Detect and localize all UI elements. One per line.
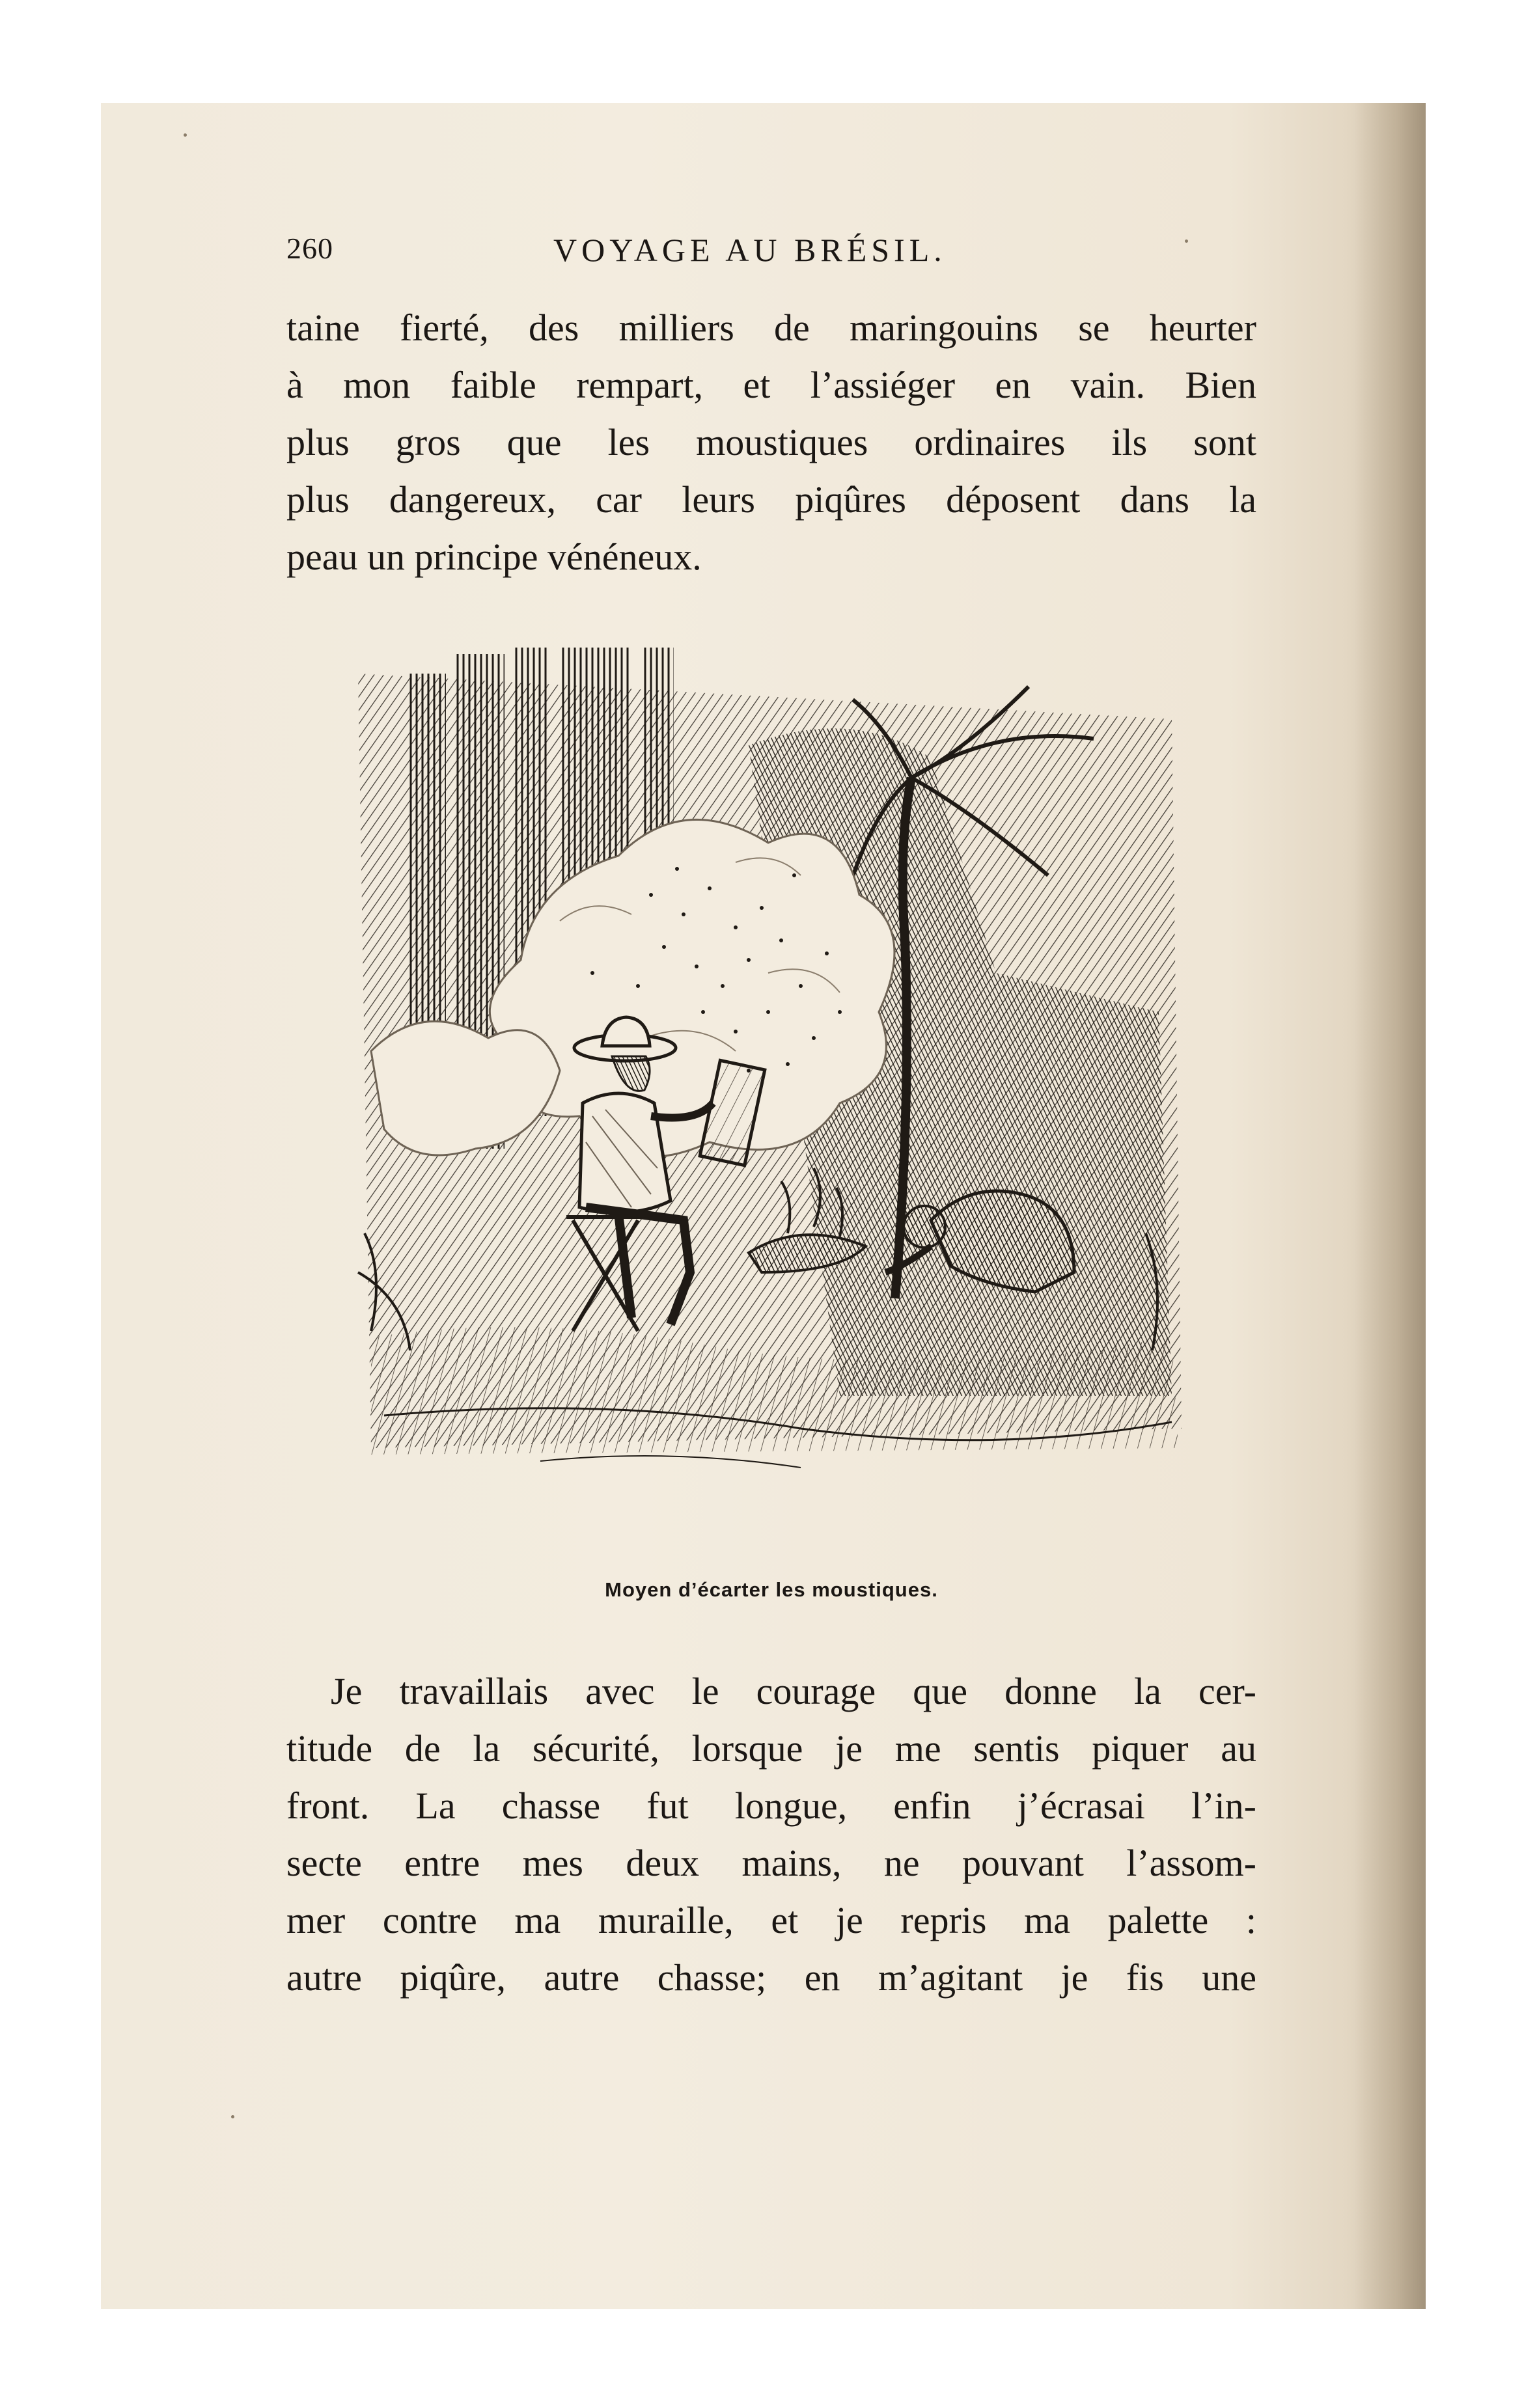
text-line: front. La chasse fut longue, enfin j’écrasai l’in-: [286, 1785, 1256, 1827]
paper-speck: [184, 133, 187, 137]
helper-head: [904, 1206, 945, 1248]
binding-shadow: [1354, 103, 1426, 2309]
text-line: titude de la sécurité, lorsque je me sentis piquer au: [286, 1727, 1256, 1770]
book-title: VOYAGE AU BRÉSIL.: [553, 232, 947, 268]
running-head: [286, 231, 1256, 283]
figure-caption: Moyen d’écarter les moustiques.: [605, 1578, 938, 1601]
text-line: Je travaillais avec le courage que donne la cer-: [331, 1670, 1256, 1712]
engraving-illustration: [345, 648, 1188, 1536]
text-line: plus dangereux, car leurs piqûres déposent dans la: [286, 478, 1256, 521]
text-line: peau un principe vénéneux.: [286, 536, 702, 578]
paper-speck: [231, 2115, 234, 2118]
text-line: secte entre mes deux mains, ne pouvant l’assom-: [286, 1842, 1256, 1884]
text-line: autre piqûre, autre chasse; en m’agitant je fis une: [286, 1956, 1256, 1999]
paragraph-1: [286, 299, 1256, 586]
text-line: mer contre ma muraille, et je repris ma palette :: [286, 1899, 1256, 1941]
ground-line: [540, 1456, 801, 1468]
text-line: plus gros que les moustiques ordinaires ils sont: [286, 421, 1256, 463]
text-line: à mon faible rempart, et l’assiéger en vain. Bien: [286, 364, 1256, 406]
text-line: taine fierté, des milliers de maringouins se heurter: [286, 307, 1256, 349]
engraving-svg: [345, 648, 1188, 1536]
page-number: 260: [286, 232, 333, 265]
paragraph-2: [286, 1663, 1256, 2006]
